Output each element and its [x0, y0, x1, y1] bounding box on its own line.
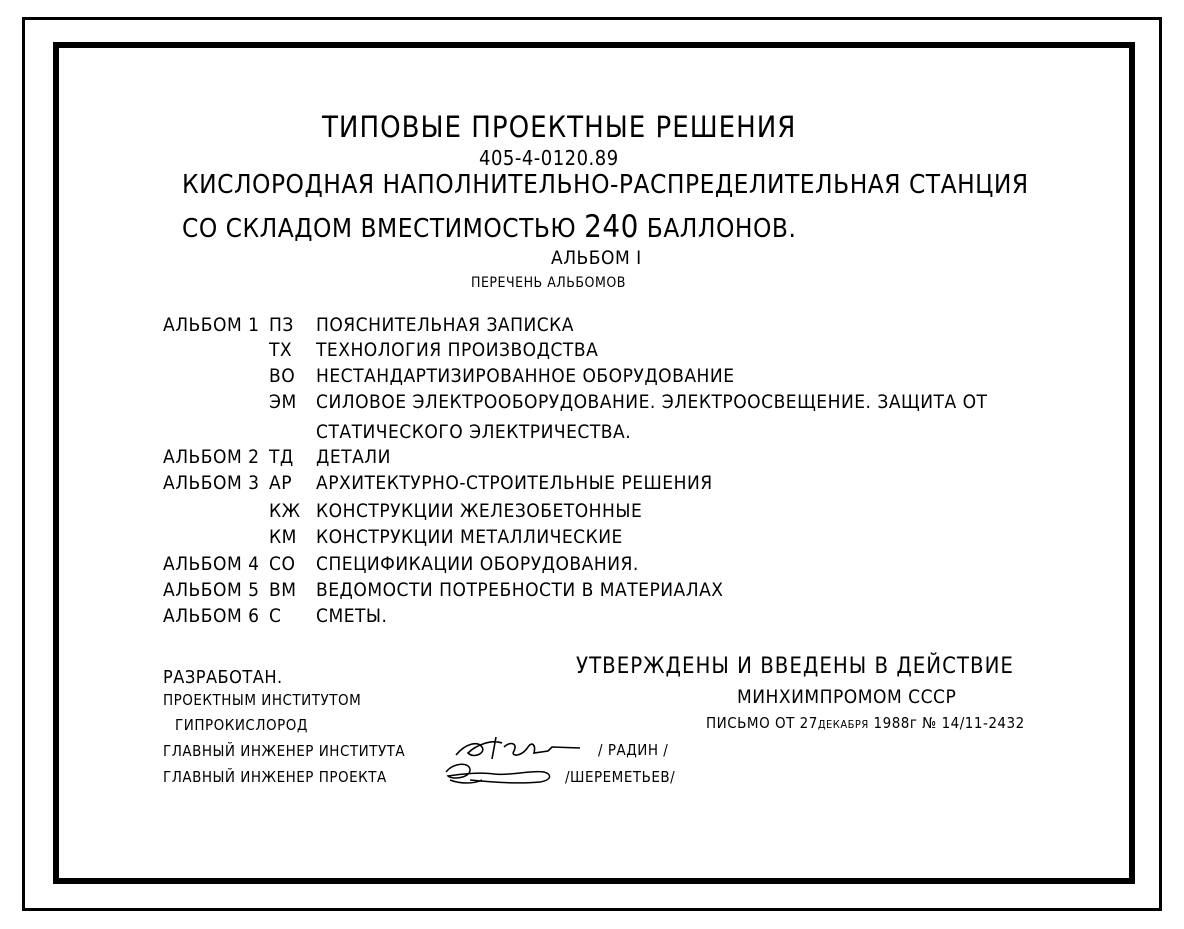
section-title: ПОЯСНИТЕЛЬНАЯ ЗАПИСКА: [316, 314, 574, 336]
line2-pre: СО СКЛАДОМ ВМЕСТИМОСТЬЮ: [182, 214, 577, 244]
developed-label: РАЗРАБОТАН.: [163, 667, 283, 688]
approved-label: УТВЕРЖДЕНЫ И ВВЕДЕНЫ В ДЕЙСТВИЕ: [576, 654, 1014, 679]
section-title: КОНСТРУКЦИИ МЕТАЛЛИЧЕСКИЕ: [316, 526, 623, 548]
album-list-title: ПЕРЕЧЕНЬ АЛЬБОМОВ: [471, 275, 626, 291]
letter-year: 1988г: [873, 714, 918, 732]
project-name-line2: [182, 209, 797, 245]
section-title: ВЕДОМОСТИ ПОТРЕБНОСТИ В МАТЕРИАЛАХ: [316, 579, 724, 601]
letter-number: № 14/11-2432: [922, 714, 1025, 732]
section-code: КЖ: [269, 500, 301, 522]
document-title: ТИПОВЫЕ ПРОЕКТНЫЕ РЕШЕНИЯ: [322, 110, 797, 144]
section-title: АРХИТЕКТУРНО-СТРОИТЕЛЬНЫЕ РЕШЕНИЯ: [316, 472, 713, 494]
section-code: ВМ: [269, 579, 297, 601]
section-code: С: [269, 605, 282, 627]
section-code: АР: [269, 472, 292, 494]
album-label: АЛЬБОМ 5: [163, 579, 260, 601]
project-code: 405-4-0120.89: [479, 146, 619, 170]
chief-institute-label: ГЛАВНЫЙ ИНЖЕНЕР ИНСТИТУТА: [163, 742, 406, 760]
section-title: СПЕЦИФИКАЦИИ ОБОРУДОВАНИЯ.: [316, 553, 639, 575]
institute-name: ГИПРОКИСЛОРОД: [175, 716, 308, 734]
album-label: АЛЬБОМ 6: [163, 605, 260, 627]
institute-line: ПРОЕКТНЫМ ИНСТИТУТОМ: [163, 691, 362, 709]
letter-day: 27: [799, 714, 818, 732]
section-code: ТД: [269, 446, 294, 468]
album-number: АЛЬБОМ I: [551, 247, 642, 269]
section-title: ДЕТАЛИ: [316, 446, 391, 468]
section-code: СО: [269, 553, 296, 575]
section-code: ЭМ: [269, 391, 297, 413]
section-code: ТХ: [269, 339, 293, 361]
letter-pre: ПИСЬМО ОТ: [706, 714, 795, 732]
section-title: СИЛОВОЕ ЭЛЕКТРООБОРУДОВАНИЕ. ЭЛЕКТРООСВЕЩЕНИЕ. ЗАЩИТА ОТ: [316, 391, 988, 413]
chief-project-label: ГЛАВНЫЙ ИНЖЕНЕР ПРОЕКТА: [163, 768, 387, 786]
letter-month: ДЕКАБРЯ: [817, 718, 869, 731]
section-title: СМЕТЫ.: [316, 605, 388, 627]
ministry: МИНХИМПРОМОМ СССР: [737, 686, 957, 708]
signature-sheremetiev: [440, 758, 570, 788]
letter-reference: [706, 716, 1025, 731]
section-code: ВО: [269, 365, 296, 387]
chief-institute-name: / РАДИН /: [598, 741, 669, 759]
album-label: АЛЬБОМ 1: [163, 314, 260, 336]
section-code: ПЗ: [269, 314, 294, 336]
section-code: КМ: [269, 526, 297, 548]
album-label: АЛЬБОМ 4: [163, 553, 260, 575]
project-name-line1: КИСЛОРОДНАЯ НАПОЛНИТЕЛЬНО-РАСПРЕДЕЛИТЕЛЬНАЯ СТАНЦИЯ: [182, 170, 1029, 200]
album-label: АЛЬБОМ 3: [163, 472, 260, 494]
section-title: ТЕХНОЛОГИЯ ПРОИЗВОДСТВА: [316, 339, 599, 361]
section-title: КОНСТРУКЦИИ ЖЕЛЕЗОБЕТОННЫЕ: [316, 500, 643, 522]
section-title: НЕСТАНДАРТИЗИРОВАННОЕ ОБОРУДОВАНИЕ: [316, 365, 735, 387]
line2-post: БАЛЛОНОВ.: [646, 214, 797, 244]
capacity-number: 240: [584, 209, 639, 245]
section-title: СТАТИЧЕСКОГО ЭЛЕКТРИЧЕСТВА.: [316, 421, 632, 443]
chief-project-name: /ШЕРЕМЕТЬЕВ/: [565, 768, 676, 786]
album-label: АЛЬБОМ 2: [163, 446, 260, 468]
